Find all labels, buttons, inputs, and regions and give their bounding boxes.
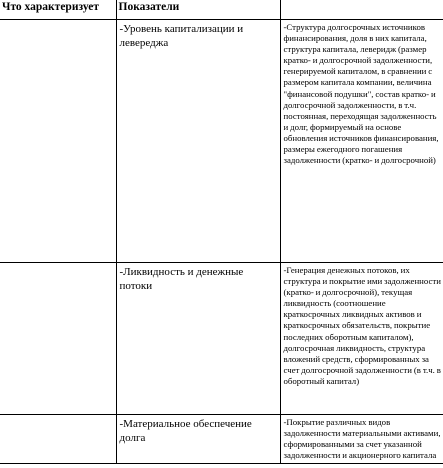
- row-indicator-cell: -Материальное обеспечение долга: [116, 415, 280, 464]
- table-header-row: [0, 0, 443, 20]
- row-characterizes-cell: [0, 415, 116, 464]
- table-row: [0, 20, 443, 263]
- row-characterizes-cell: [0, 20, 116, 263]
- header-characterizes: Что характеризует: [0, 0, 116, 20]
- row-description-cell: -Покрытие различных видов задолженности материальными активами, сформированными за счет указанной задолженности и акционерного капитала: [280, 415, 443, 464]
- header-description: [280, 0, 443, 20]
- row-characterizes-cell: [0, 263, 116, 415]
- row-description-cell: -Структура долгосрочных источников финансирования, доля в них капитала, структура капитала, леверидж (размер кратко- и долгосрочной задолженности, генерируемой капиталом, в сравнении с размером капитала компании, величина "финансовой подушки", состав кратко- и долгосрочной задолженности, в т.ч. постоянная, переходящая задолженность и долг, формируемый на основе обновления источников финансирования, размеры ежегодного погашения задолженности (кратко- и долгосрочной): [280, 20, 443, 263]
- row-description-cell: -Генерация денежных потоков, их структура и покрытие ими задолженности (кратко- и долгосрочной), текущая ликвидность (соотношение краткосрочных ликвидных активов и краткосрочных обязательств, покрытие последних оборотным капиталом), долгосрочная ликвидность, структура вложений средств, сформированных за счет долгосрочной задолженности (в т.ч. в оборотный капитал): [280, 263, 443, 415]
- row-indicator-cell: -Уровень капитализации и левереджа: [116, 20, 280, 263]
- table-row: [0, 415, 443, 464]
- row-indicator-cell: -Ликвидность и денежные потоки: [116, 263, 280, 415]
- table-row: [0, 263, 443, 415]
- header-indicators: Показатели: [116, 0, 280, 20]
